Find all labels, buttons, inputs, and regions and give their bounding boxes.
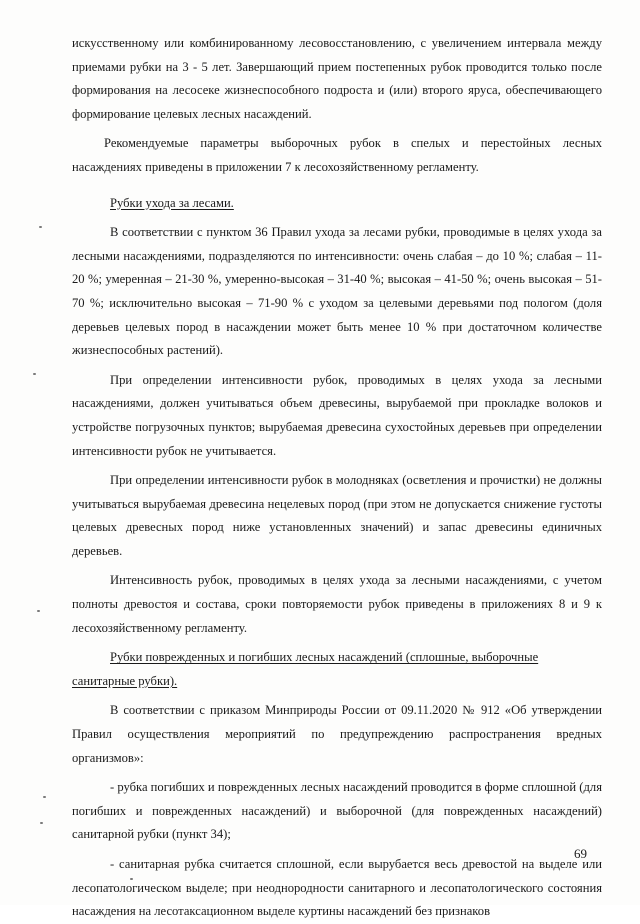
scan-speck: [39, 226, 42, 228]
scan-speck: [40, 822, 43, 824]
scan-speck: [37, 610, 40, 612]
paragraph-intensity-appendix: Интенсивность рубок, проводимых в целях ухода за лесными насаждениями, с учетом полноты древостоя и состава, сроки повторяемости рубок приведены в приложениях 8 и 9 к лесохозяйственному регламенту.: [72, 573, 602, 635]
paragraph-selective-logging-parameters: Рекомендуемые параметры выборочных рубок в спелых и перестойных лесных насаждениях приведены в приложении 7 к лесохозяйственному регламенту.: [72, 136, 602, 174]
list-item-clear-sanitary: - санитарная рубка считается сплошной, если вырубается весь древостой на выделе или лесопатологическом выделе; при неоднородности санитарного и лесопатологического состояния насаждения на лесотаксационном выделе куртины насаждений без признаков: [72, 857, 602, 919]
scan-speck: [33, 373, 36, 375]
paragraph-intensity-volume: При определении интенсивности рубок, проводимых в целях ухода за лесными насаждениями, должен учитываться объем древесины, вырубаемой при прокладке волоков и устройстве погрузочных пунктов; вырубаемая древесина сухостойных деревьев при определении интенсивности рубок не учитывается.: [72, 372, 602, 458]
list-item-sanitary-forms: - рубка погибших и поврежденных лесных насаждений проводится в форме сплошной (для погибших и поврежденных насаждений) и выборочной (для поврежденных насаждений) санитарной рубки (пункт 34);: [72, 780, 602, 842]
scan-speck: [43, 796, 46, 798]
document-body: [72, 32, 602, 924]
paragraph-order-reference: В соответствии с приказом Минприроды России от 09.11.2020 № 912 «Об утверждении Правил осуществления мероприятий по предупреждению распространения вредных организмов»:: [72, 703, 602, 765]
page-number: 69: [574, 846, 587, 861]
paragraph-reforestation-continuation: искусственному или комбинированному лесовосстановлению, с увеличением интервала между приемами рубки на 3 - 5 лет. Завершающий прием постепенных рубок проводится только после формирования на лесосеке жизнеспособного подроста и (или) второго яруса, обеспечивающего формирование целевых лесных насаждений.: [72, 36, 602, 121]
paragraph-young-stands: При определении интенсивности рубок в молодняках (осветления и прочистки) не должны учитываться вырубаемая древесина нецелевых пород (при этом не допускается снижение густоты целевых древесных пород ниже установленных значений) и запас древесины единичных деревьев.: [72, 473, 602, 558]
heading-care-logging: Рубки ухода за лесами.: [110, 195, 234, 210]
heading-sanitary-logging: Рубки поврежденных и погибших лесных насаждений (сплошные, выборочные санитарные рубки).: [72, 650, 539, 688]
paragraph-intensity-classes: В соответствии с пунктом 36 Правил ухода за лесами рубки, проводимые в целях ухода за лесными насаждениями, подразделяются по интенсивности: очень слабая – до 10 %; слабая – 11-20 %; умеренная – 21-30 %, умеренно-высокая – 31-40 %; высокая – 41-50 %; очень высокая – 51-70 %; исключительно высокая – 71-90 % с уходом за целевыми деревьями под пологом (доля деревьев целевых пород в насаждении может быть менее 10 % при достаточном количестве жизнеспособных растений).: [72, 225, 602, 358]
